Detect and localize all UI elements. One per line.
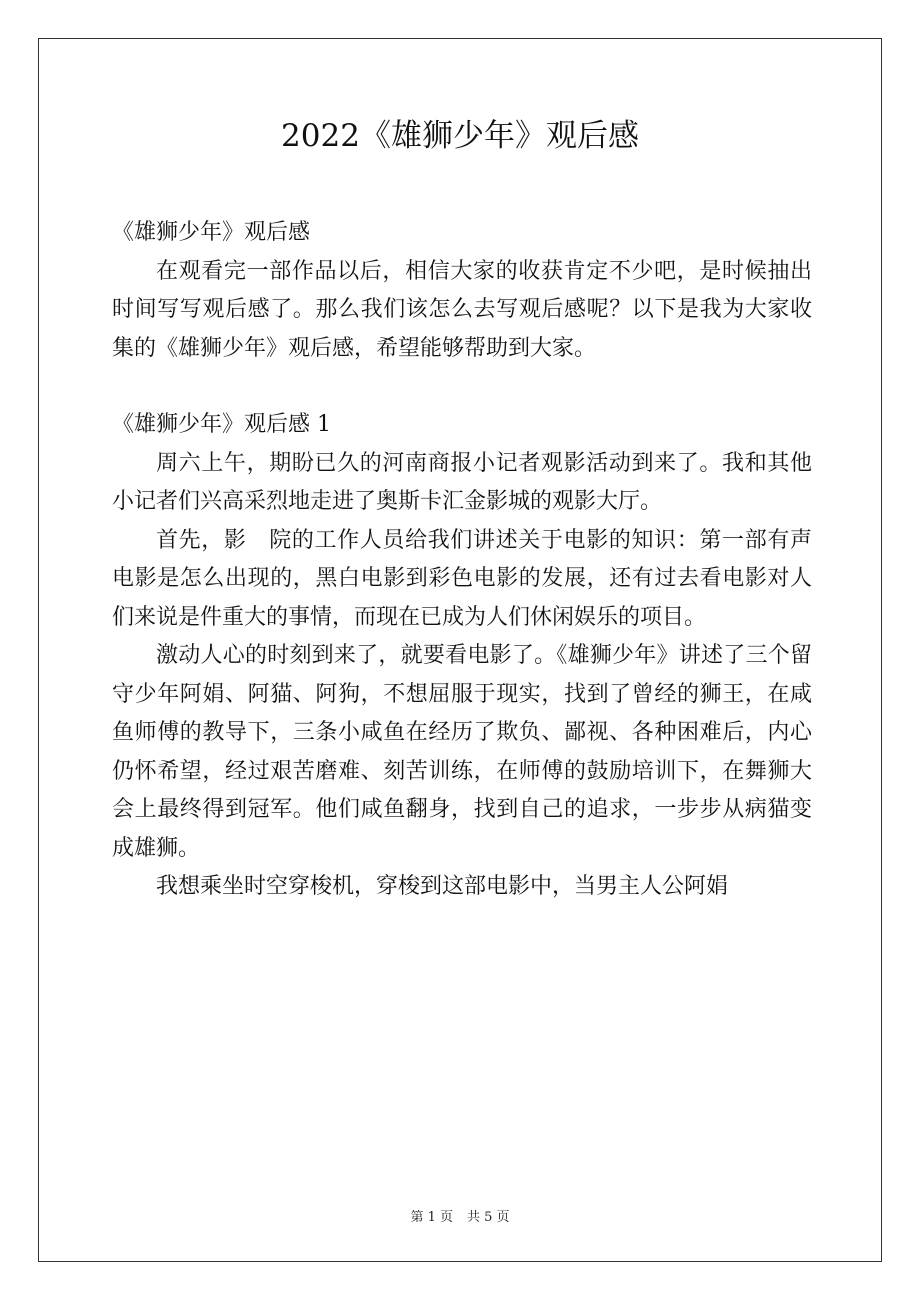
page-footer bbox=[38, 1206, 882, 1225]
document-body bbox=[112, 214, 812, 907]
page-number: 第 1 页 bbox=[410, 1210, 453, 1225]
body-paragraph: 我想乘坐时空穿梭机，穿梭到这部电影中，当男主人公阿娟 bbox=[156, 874, 729, 899]
body-paragraph: 首先，影 院的工作人员给我们讲述关于电影的知识：第一部有声电影是怎么出现的，黑白电影到彩色电影的发展，还有过去看电影对人们来说是件重大的事情，而现在已成为人们休闲娱乐的项目。 bbox=[112, 527, 812, 630]
body-paragraph: 周六上午，期盼已久的河南商报小记者观影活动到来了。我和其他小记者们兴高采烈地走进了奥斯卡汇金影城的观影大厅。 bbox=[112, 450, 812, 514]
section-heading: 《雄狮少年》观后感 1 bbox=[112, 412, 331, 437]
intro-paragraph: 在观看完一部作品以后，相信大家的收获肯定不少吧，是时候抽出时间写写观后感了。那么我们该怎么去写观后感呢？以下是我为大家收集的《雄狮少年》观后感，希望能够帮助到大家。 bbox=[112, 258, 812, 361]
document-title: 2022《雄狮少年》观后感 bbox=[281, 118, 639, 154]
subtitle: 《雄狮少年》观后感 bbox=[112, 220, 311, 245]
body-paragraph: 激动人心的时刻到来了，就要看电影了。《雄狮少年》讲述了三个留守少年阿娟、阿猫、阿狗，不想屈服于现实，找到了曾经的狮王，在咸鱼师傅的教导下，三条小咸鱼在经历了欺负、鄙视、各种困难后，内心仍怀希望，经过艰苦磨难、刻苦训练，在师傅的鼓励培训下，在舞狮大会上最终得到冠军。他们咸鱼翻身，找到自己的追求，一步步从病猫变成雄狮。 bbox=[112, 643, 812, 861]
page-total: 共 5 页 bbox=[467, 1210, 510, 1225]
section-spacer bbox=[112, 368, 812, 406]
